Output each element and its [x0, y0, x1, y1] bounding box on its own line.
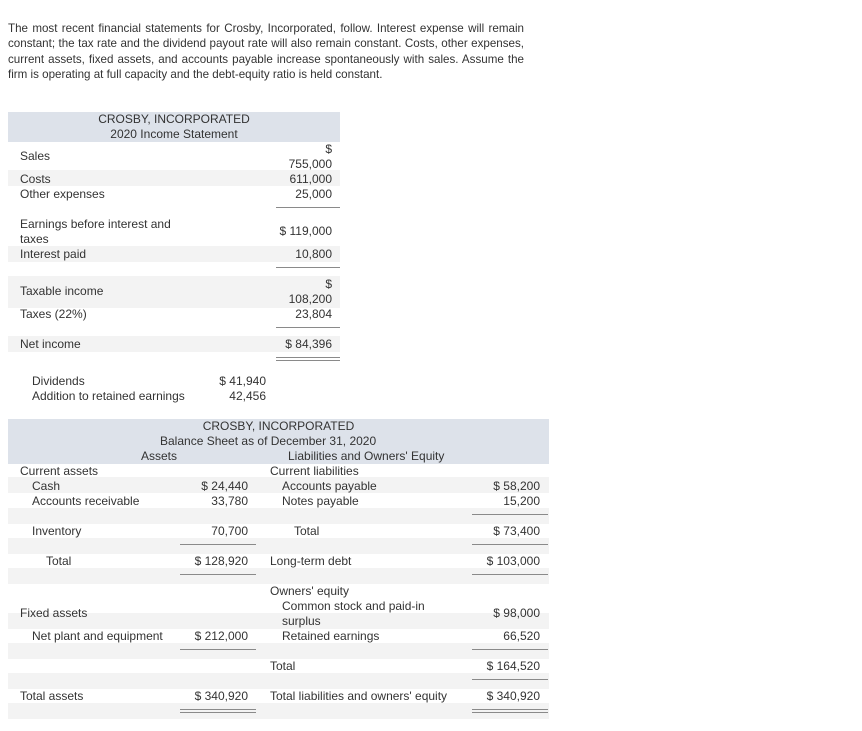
receivables-label: Accounts receivable: [32, 494, 140, 508]
rule: [472, 709, 548, 710]
retained-addition-label: Addition to retained earnings: [32, 389, 185, 403]
ebit-label-line1: Earnings before interest and: [20, 217, 171, 231]
cash-label: Cash: [32, 479, 61, 493]
rule: [276, 207, 340, 208]
rule: [276, 357, 340, 358]
row-band: [8, 673, 549, 689]
row-band: [8, 538, 549, 554]
taxable-currency: $: [325, 277, 332, 291]
current-liabilities-total-label: Total: [294, 524, 320, 538]
current-liabilities-label: Current liabilities: [270, 464, 359, 478]
rule: [472, 544, 548, 545]
interest-label: Interest paid: [20, 247, 87, 261]
rule: [472, 514, 548, 515]
fixed-assets-label: Fixed assets: [20, 606, 88, 620]
dividends-label: Dividends: [32, 374, 85, 388]
sales-value: 755,000: [288, 157, 332, 171]
total-assets-value: $ 340,920: [194, 689, 248, 703]
payables-label: Accounts payable: [282, 479, 377, 493]
common-stock-value: $ 98,000: [493, 606, 540, 620]
rule: [472, 712, 548, 713]
ppe-value: $ 212,000: [194, 629, 248, 643]
taxable-income-label: Taxable income: [20, 284, 104, 298]
retained-earnings-value: 66,520: [503, 629, 540, 643]
current-assets-total-label: Total: [46, 554, 72, 568]
total-liabilities-equity-label: Total liabilities and owners' equity: [270, 689, 448, 703]
rule: [180, 709, 256, 710]
common-stock-label-line2: surplus: [282, 614, 321, 628]
owners-equity-total-value: $ 164,520: [486, 659, 540, 673]
ppe-label: Net plant and equipment: [32, 629, 163, 643]
ebit-label-line2: taxes: [20, 232, 49, 246]
cash-value: $ 24,440: [201, 479, 248, 493]
rule: [180, 574, 256, 575]
notes-payable-label: Notes payable: [282, 494, 359, 508]
rule: [276, 267, 340, 268]
problem-statement: The most recent financial statements for Crosby, Incorporated, follow. Interest expense will remain constant; the tax rate and the dividend payout rate will also remain constant. Costs, other expenses, current assets, fixed assets, and accounts payable increase spontaneously with sales. Assume the firm is operating at full capacity and the debt-equity ratio is held constant.: [8, 22, 524, 82]
balance-company: CROSBY, INCORPORATED: [202, 419, 355, 433]
current-liabilities-total-value: $ 73,400: [493, 524, 540, 538]
total-assets-label: Total assets: [20, 689, 84, 703]
costs-value: 611,000: [289, 172, 332, 186]
common-stock-label-line1: Common stock and paid-in: [282, 599, 425, 613]
rule: [180, 712, 256, 713]
sales-label: Sales: [20, 149, 51, 163]
taxes-label: Taxes (22%): [20, 307, 87, 321]
net-income-label: Net income: [20, 337, 81, 351]
row-band: [8, 568, 549, 584]
other-expenses-label: Other expenses: [20, 187, 105, 201]
current-assets-total-value: $ 128,920: [194, 554, 248, 568]
liabilities-header: Liabilities and Owners' Equity: [288, 449, 445, 463]
owners-equity-label: Owners' equity: [270, 584, 349, 598]
rule: [472, 649, 548, 650]
net-income-value: $ 84,396: [285, 337, 332, 351]
notes-payable-value: 15,200: [503, 494, 540, 508]
current-assets-label: Current assets: [20, 464, 99, 478]
payables-value: $ 58,200: [493, 479, 540, 493]
inventory-value: 70,700: [211, 524, 248, 538]
balance-title: Balance Sheet as of December 31, 2020: [160, 434, 377, 448]
long-term-debt-value: $ 103,000: [486, 554, 540, 568]
retained-addition-value: 42,456: [229, 389, 266, 403]
receivables-value: 33,780: [211, 494, 248, 508]
costs-label: Costs: [20, 172, 51, 186]
rule: [472, 679, 548, 680]
inventory-label: Inventory: [32, 524, 82, 538]
taxes-value: 23,804: [295, 307, 332, 321]
row-band: [8, 643, 549, 659]
total-liabilities-equity-value: $ 340,920: [486, 689, 540, 703]
income-company: CROSBY, INCORPORATED: [98, 112, 250, 126]
interest-value: 10,800: [295, 247, 332, 261]
rule: [276, 360, 340, 361]
row-band: [8, 508, 549, 524]
rule: [276, 327, 340, 328]
retained-earnings-label: Retained earnings: [282, 629, 380, 643]
rule: [180, 649, 256, 650]
ebit-value: $ 119,000: [279, 224, 332, 238]
other-expenses-value: 25,000: [295, 187, 332, 201]
rule: [472, 574, 548, 575]
taxable-income-value: 108,200: [288, 292, 332, 306]
income-title: 2020 Income Statement: [110, 127, 238, 141]
assets-header: Assets: [141, 449, 178, 463]
long-term-debt-label: Long-term debt: [270, 554, 352, 568]
sales-currency: $: [325, 142, 332, 156]
dividends-value: $ 41,940: [219, 374, 266, 388]
row-band: [8, 703, 549, 719]
owners-equity-total-label: Total: [270, 659, 296, 673]
rule: [180, 544, 256, 545]
